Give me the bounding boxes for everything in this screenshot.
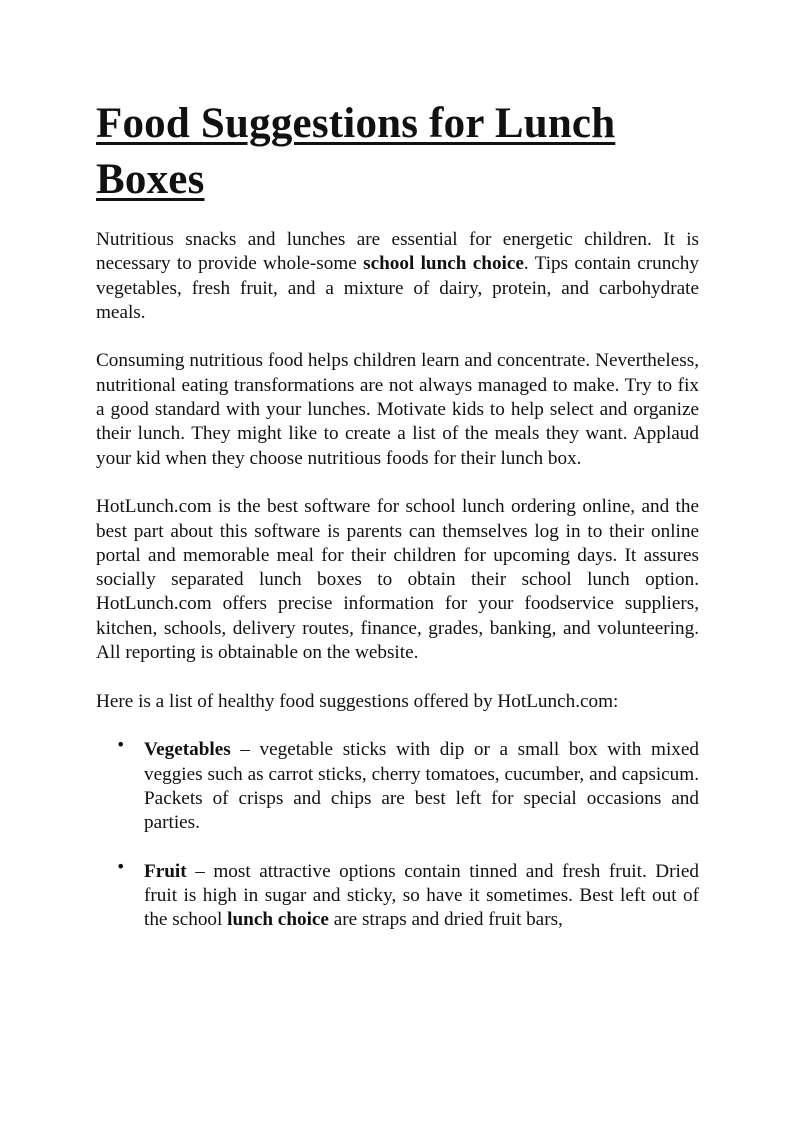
list-item-bold-phrase: lunch choice	[227, 909, 329, 931]
list-item-term: Fruit	[144, 860, 187, 882]
intro-paragraph	[96, 228, 699, 325]
list-item-text-end: are straps and dried fruit bars,	[328, 909, 563, 931]
hotlunch-paragraph: HotLunch.com is the best software for school lunch ordering online, and the best part about this software is parents can themselves log in to their online portal and memorable meal for their children for upcoming days. It assures socially separated lunch boxes to obtain their school lunch option. HotLunch.com offers precise information for your foodservice suppliers, kitchen, schools, delivery routes, finance, grades, banking, and volunteering. All reporting is obtainable on the website.	[96, 496, 699, 664]
intro-text-end: . Tips contain crunchy vegetables, fresh fruit, and a mixture of dairy, protein, and carbohydrate meals.	[96, 253, 699, 323]
bullet-icon: •	[116, 735, 126, 755]
nutrition-paragraph: Consuming nutritious food helps children learn and concentrate. Nevertheless, nutritional eating transformations are not always managed to make. Try to fix a good standard with your lunches. Motivate kids to help select and organize their lunch. They might like to create a list of the meals they want. Applaud your kid when they choose nutritious foods for their lunch box.	[96, 350, 699, 469]
list-intro-paragraph: Here is a list of healthy food suggestions offered by HotLunch.com:	[96, 690, 619, 712]
page-title: Food Suggestions for Lunch Boxes	[96, 100, 616, 203]
list-item-text: – most attractive options contain tinned and fresh fruit. Dried fruit is high in sugar and sticky, so have it sometimes. Best left out of the school	[144, 860, 699, 931]
intro-text: Nutritious snacks and lunches are essential for energetic children. It is necessary to provide whole-some	[96, 229, 699, 275]
list-item-text: – vegetable sticks with dip or a small box with mixed veggies such as carrot sticks, cherry tomatoes, cucumber, and capsicum. Packets of crisps and chips are best left for special occasions and parties.	[144, 739, 699, 834]
list-item-term: Vegetables	[144, 739, 231, 761]
food-suggestion-list	[96, 735, 699, 932]
document-page	[96, 96, 699, 933]
list-item-fruit	[96, 856, 699, 933]
list-item-vegetables	[96, 735, 699, 835]
bullet-icon: •	[116, 856, 126, 876]
intro-bold-phrase: school lunch choice	[363, 253, 524, 275]
